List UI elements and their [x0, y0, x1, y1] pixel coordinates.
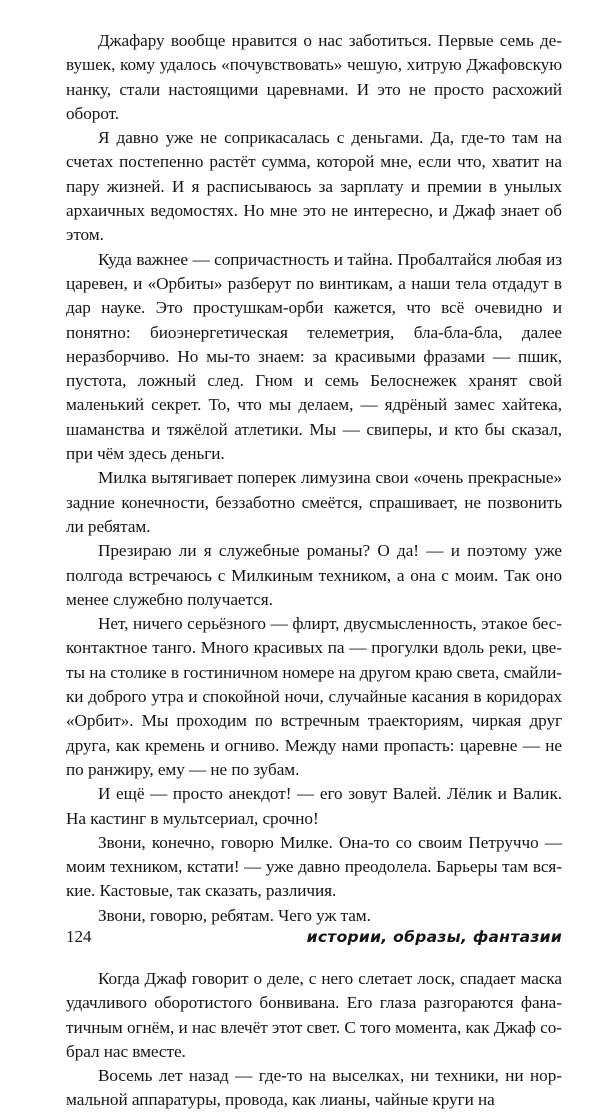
- paragraph: Презираю ли я служебные романы? О да! — и поэтому уже полгода встречаюсь с Милкиным техником, а она с моим. Так оно менее служебно получается.: [66, 541, 562, 609]
- paragraph: Звони, конечно, говорю Милке. Она-то со своим Петруччо — моим техником, кстати! — уже давно преодолела. Барьеры там всякие. Кастовые, так сказать, различия.: [66, 832, 562, 901]
- paragraph: Джафару вообще нравится о нас заботиться. Первые семь девушек, кому удалось «почувствовать» чешую, хитрую Джафовскую нанку, стали настоящими царевнами. И это не просто расхожий оборот.: [66, 31, 562, 123]
- paragraph: Я давно уже не соприкасалась с деньгами. Да, где-то там на счетах постепенно растёт сумма, которой мне, если что, хватит на пару жизней. И я расписываюсь за зарплату и премии в унылых архаичных ведомостях. Но мне это не интересно, и Джаф знает об этом.: [66, 128, 562, 245]
- paragraph: Нет, ничего серьёзного — флирт, двусмысленность, этакое бесконтактное танго. Много красивых па — прогулки вдоль реки, цветы на столике в гостиничном номере на другом краю света, смайлики доброго утра и спокойной ночи, случайные касания в коридорах «Орбит». Мы проходим по встречным траекториям, чиркая друг друга, как кремень и огниво. Между нами пропасть: царевне — не по ранжиру, ему — не по зубам.: [66, 614, 562, 779]
- paragraph: Милка вытягивает поперек лимузина свои «очень прекрасные» задние конечности, беззаботно смеётся, спрашивает, не позвонить ли ребятам.: [66, 468, 562, 536]
- page-footer: [66, 926, 562, 950]
- paragraph: Звони, говорю, ребятам. Чего уж там.: [98, 905, 371, 925]
- paragraph: Когда Джаф говорит о деле, с него слетает лоск, спадает маска удачливого оборотистого бонвивана. Его глаза разгораются фанатичным огнём, и нас влечёт этот свет. С того момента, как Джаф собрал нас вместе.: [66, 968, 562, 1061]
- page-number: 124: [66, 927, 92, 946]
- body-text: [66, 29, 562, 1113]
- paragraph: Восемь лет назад — где-то на выселках, ни техники, ни нормальной аппаратуры, провода, как лианы, чайные круги на: [66, 1066, 562, 1110]
- running-title: истории, образы, фантазии: [306, 928, 562, 946]
- paragraph: Куда важнее — сопричастность и тайна. Пробалтайся любая из царевен, и «Орбиты» разберут по винтикам, а наши тела отдадут в дар науке. Это простушкам-орби кажется, что всё очевидно и понятно: биоэнергетическая телеметрия, бла-бла-бла, далее неразборчиво. Но мы-то знаем: за красивыми фразами — пшик, пустота, ложный след. Гном и семь Белоснежек хранят свой маленький секрет. То, что мы делаем, — ядрёный замес хайтека, шаманства и тяжёлой атлетики. Мы — свиперы, и кто бы сказал, при чём здесь деньги.: [66, 249, 562, 464]
- paragraph: И ещё — просто анекдот! — его зовут Валей. Лёлик и Валик. На кастинг в мультсериал, срочно!: [66, 784, 562, 828]
